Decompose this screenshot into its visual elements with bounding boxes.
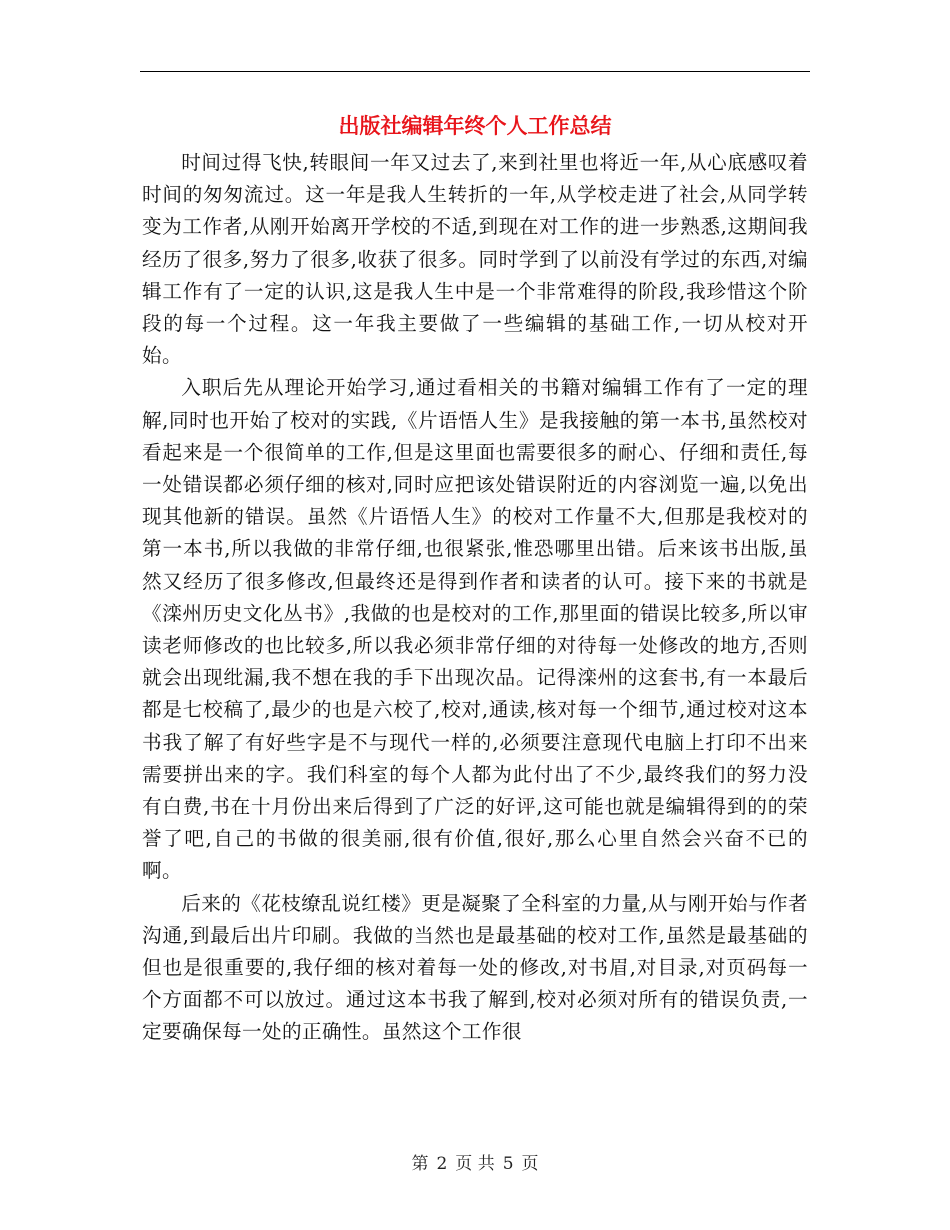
footer-middle: 页 共 <box>455 1154 495 1174</box>
document-body <box>142 147 808 1049</box>
header-rule <box>140 71 810 72</box>
footer-prefix: 第 <box>411 1154 429 1174</box>
paragraph-3: 后来的《花枝缭乱说红楼》更是凝聚了全科室的力量,从与刚开始与作者沟通,到最后出片印刷。我做的当然也是最基础的校对工作,虽然是最基础的但也是很重要的,我仔细的核对着每一处的修改,对书眉,对目录,对页码每一个方面都不可以放过。通过这本书我了解到,校对必须对所有的错误负责,一定要确保每一处的正确性。虽然这个工作很 <box>142 891 808 1044</box>
footer-total-pages: 5 <box>502 1154 514 1174</box>
footer-suffix: 页 <box>521 1154 539 1174</box>
footer-current-page: 2 <box>436 1154 448 1174</box>
document-title: 出版社编辑年终个人工作总结 <box>338 114 612 138</box>
paragraph-2: 入职后先从理论开始学习,通过看相关的书籍对编辑工作有了一定的理解,同时也开始了校对的实践,《片语悟人生》是我接触的第一本书,虽然校对看起来是一个很简单的工作,但是这里面也需要很多的耐心、仔细和责任,每一处错误都必须仔细的核对,同时应把该处错误附近的内容浏览一遍,以免出现其他新的错误。虽然《片语悟人生》的校对工作量不大,但那是我校对的第一本书,所以我做的非常仔细,也很紧张,惟恐哪里出错。后来该书出版,虽然又经历了很多修改,但最终还是得到作者和读者的认可。接下来的书就是《滦州历史文化丛书》,我做的也是校对的工作,那里面的错误比较多,所以审读老师修改的也比较多,所以我必须非常仔细的对待每一处修改的地方,否则就会出现纰漏,我不想在我的手下出现次品。记得滦州的这套书,有一本最后都是七校稿了,最少的也是六校了,校对,通读,核对每一个细节,通过校对这本书我了解了有好些字是不与现代一样的,必须要注意现代电脑上打印不出来需要拼出来的字。我们科室的每个人都为此付出了不少,最终我们的努力没有白费,书在十月份出来后得到了广泛的好评,这可能也就是编辑得到的的荣誉了吧,自己的书做的很美丽,很有价值,很好,那么心里自然会兴奋不已的啊。 <box>142 376 808 883</box>
page-number-footer <box>0 1152 950 1176</box>
paragraph-1: 时间过得飞快,转眼间一年又过去了,来到社里也将近一年,从心底感叹着时间的匆匆流过。这一年是我人生转折的一年,从学校走进了社会,从同学转变为工作者,从刚开始离开学校的不适,到现在对工作的进一步熟悉,这期间我经历了很多,努力了很多,收获了很多。同时学到了以前没有学过的东西,对编辑工作有了一定的认识,这是我人生中是一个非常难得的阶段,我珍惜这个阶段的每一个过程。这一年我主要做了一些编辑的基础工作,一切从校对开始。 <box>142 151 808 368</box>
